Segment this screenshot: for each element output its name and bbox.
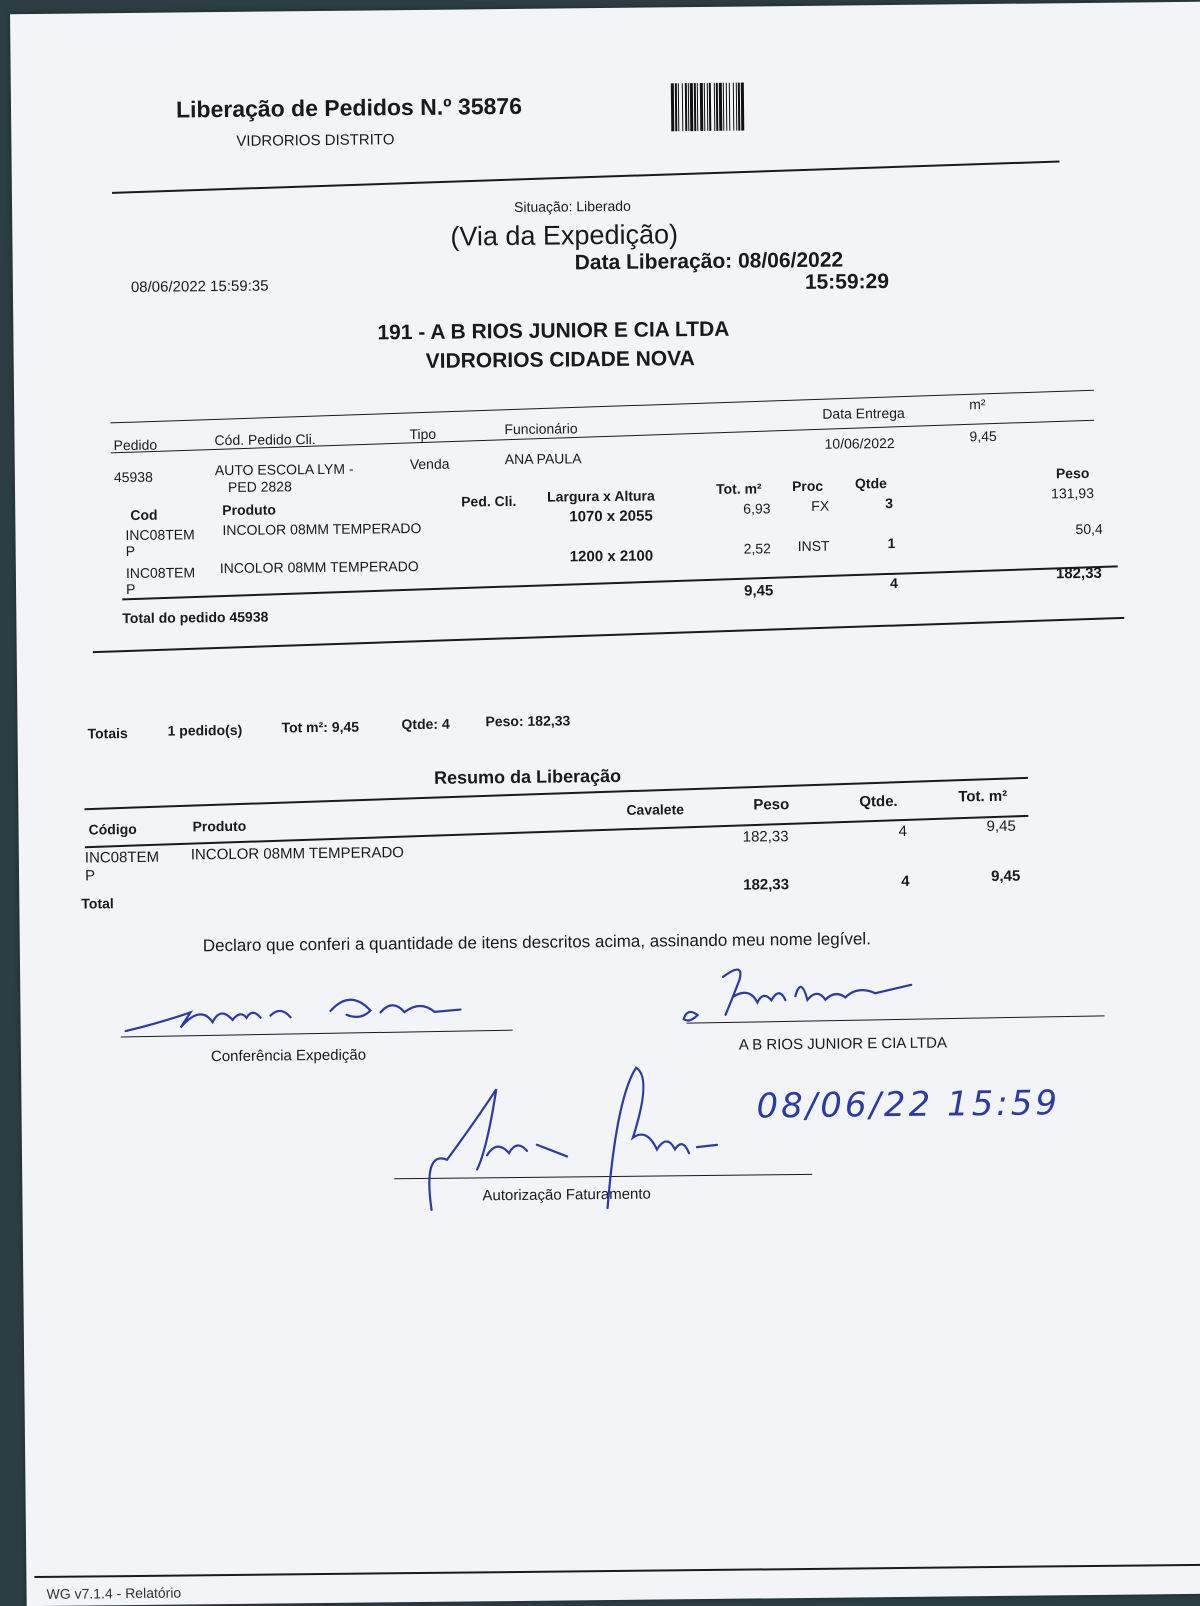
item-1-cod: INC08TEM — [125, 526, 195, 544]
handwritten-signature-empresa — [675, 955, 936, 1028]
totais-peso: Peso: 182,33 — [485, 712, 571, 730]
items-col-ped-cli: Ped. Cli. — [461, 492, 517, 510]
resumo-total-peso: 182,33 — [743, 876, 790, 894]
resumo-col-cavalete: Cavalete — [626, 801, 685, 818]
item-2-qtde: 1 — [887, 534, 896, 552]
col-funcionario: Funcionário — [504, 420, 578, 438]
resumo-row-codigo-2: P — [84, 867, 96, 885]
item-2-produto: INCOLOR 08MM TEMPERADO — [219, 557, 419, 577]
cliente-nome: VIDRORIOS CIDADE NOVA — [425, 347, 695, 373]
col-cod-pedido-cli: Cód. Pedido Cli. — [214, 431, 316, 449]
items-col-qtde: Qtde — [854, 475, 887, 492]
item-2-proc: INST — [797, 537, 830, 555]
order-total-label: Total do pedido 45938 — [122, 608, 269, 627]
order-total-m2: 9,45 — [744, 582, 774, 600]
resumo-row-peso: 182,33 — [742, 828, 789, 846]
barcode-bar — [744, 83, 746, 131]
items-col-peso: Peso — [1055, 464, 1090, 482]
resumo-col-produto: Produto — [192, 817, 247, 835]
items-col-proc: Proc — [791, 477, 824, 495]
signature-label-empresa: A B RIOS JUNIOR E CIA LTDA — [738, 1034, 948, 1054]
order-tipo: Venda — [409, 455, 450, 473]
item-1-proc: FX — [811, 497, 830, 514]
handwritten-signature-autorizacao — [416, 1057, 728, 1230]
item-2-medida: 1200 x 2100 — [569, 547, 654, 566]
data-liberacao-time: 15:59:29 — [804, 270, 890, 294]
footer-text: WG v7.1.4 - Relatório — [46, 1584, 182, 1602]
item-1-cod-2: P — [125, 542, 136, 560]
resumo-col-peso: Peso — [753, 796, 790, 814]
resumo-total-qtde: 4 — [901, 872, 910, 890]
order-cod-pedido-cli: AUTO ESCOLA LYM - — [214, 460, 354, 479]
totais-pedidos: 1 pedido(s) — [167, 721, 243, 739]
item-1-qtde: 3 — [885, 495, 894, 512]
divider — [110, 390, 1093, 424]
item-1-medida: 1070 x 2055 — [569, 507, 653, 526]
footer-divider — [34, 1564, 1200, 1578]
document-title: Liberação de Pedidos N.º 35876 — [175, 92, 523, 123]
item-2-cod-2: P — [125, 580, 136, 598]
signature-label-autorizacao: Autorização Faturamento — [482, 1185, 651, 1205]
resumo-col-tot-m2: Tot. m² — [958, 787, 1008, 806]
resumo-row-produto: INCOLOR 08MM TEMPERADO — [190, 844, 405, 864]
totais-label: Totais — [87, 725, 128, 742]
order-total-peso: 182,33 — [1055, 564, 1102, 583]
handwritten-signature-conferencia — [120, 979, 481, 1043]
items-col-produto: Produto — [222, 501, 276, 519]
via-text: (Via da Expedição) — [450, 219, 679, 252]
item-2-peso: 50,4 — [1075, 520, 1103, 538]
item-1-peso: 131,93 — [1051, 484, 1095, 502]
resumo-row-codigo: INC08TEM — [84, 848, 160, 867]
order-cod-pedido-cli-2: PED 2828 — [227, 478, 292, 495]
totais-m2: Tot m²: 9,45 — [281, 718, 360, 736]
document-page — [10, 2, 1200, 1606]
items-col-tot-m2: Tot. m² — [715, 480, 762, 497]
item-1-tot-m2: 6,93 — [743, 500, 771, 517]
print-datetime: 08/06/2022 15:59:35 — [130, 277, 269, 296]
resumo-total-tot-m2: 9,45 — [991, 867, 1021, 886]
handwritten-date: 08/06/22 15:59 — [756, 1083, 1061, 1127]
order-data-entrega: 10/06/2022 — [824, 434, 895, 452]
data-liberacao: Data Liberação: 08/06/2022 — [574, 248, 844, 275]
totais-qtde: Qtde: 4 — [401, 715, 450, 733]
situacao-text: Situação: Liberado — [513, 197, 631, 215]
order-total-qtde: 4 — [889, 574, 898, 592]
items-col-cod: Cod — [130, 506, 158, 523]
col-pedido: Pedido — [113, 436, 158, 454]
cliente-title: 191 - A B RIOS JUNIOR E CIA LTDA — [377, 317, 730, 345]
resumo-col-qtde: Qtde. — [859, 792, 898, 811]
order-funcionario: ANA PAULA — [504, 450, 582, 468]
company-subtitle: VIDRORIOS DISTRITO — [236, 131, 395, 150]
col-tipo: Tipo — [409, 425, 437, 443]
item-2-cod: INC08TEM — [125, 564, 196, 582]
resumo-row-tot-m2: 9,45 — [986, 817, 1016, 836]
items-col-largura-altura: Largura x Altura — [547, 487, 655, 505]
resumo-col-codigo: Código — [88, 820, 137, 838]
item-1-produto: INCOLOR 08MM TEMPERADO — [222, 519, 422, 539]
col-data-entrega: Data Entrega — [822, 404, 905, 422]
declaration-text: Declaro que conferi a quantidade de itens descritos acima, assinando meu nome legível. — [202, 929, 871, 956]
item-2-tot-m2: 2,52 — [743, 540, 772, 557]
divider — [112, 160, 1060, 193]
order-pedido: 45938 — [113, 468, 153, 486]
col-m2: m² — [969, 396, 986, 413]
signature-label-conferencia: Conferência Expedição — [210, 1046, 367, 1066]
barcode — [671, 83, 745, 132]
resumo-total-label: Total — [81, 895, 114, 912]
resumo-row-qtde: 4 — [898, 822, 908, 840]
resumo-title: Resumo da Liberação — [433, 765, 622, 788]
order-m2: 9,45 — [969, 427, 997, 445]
